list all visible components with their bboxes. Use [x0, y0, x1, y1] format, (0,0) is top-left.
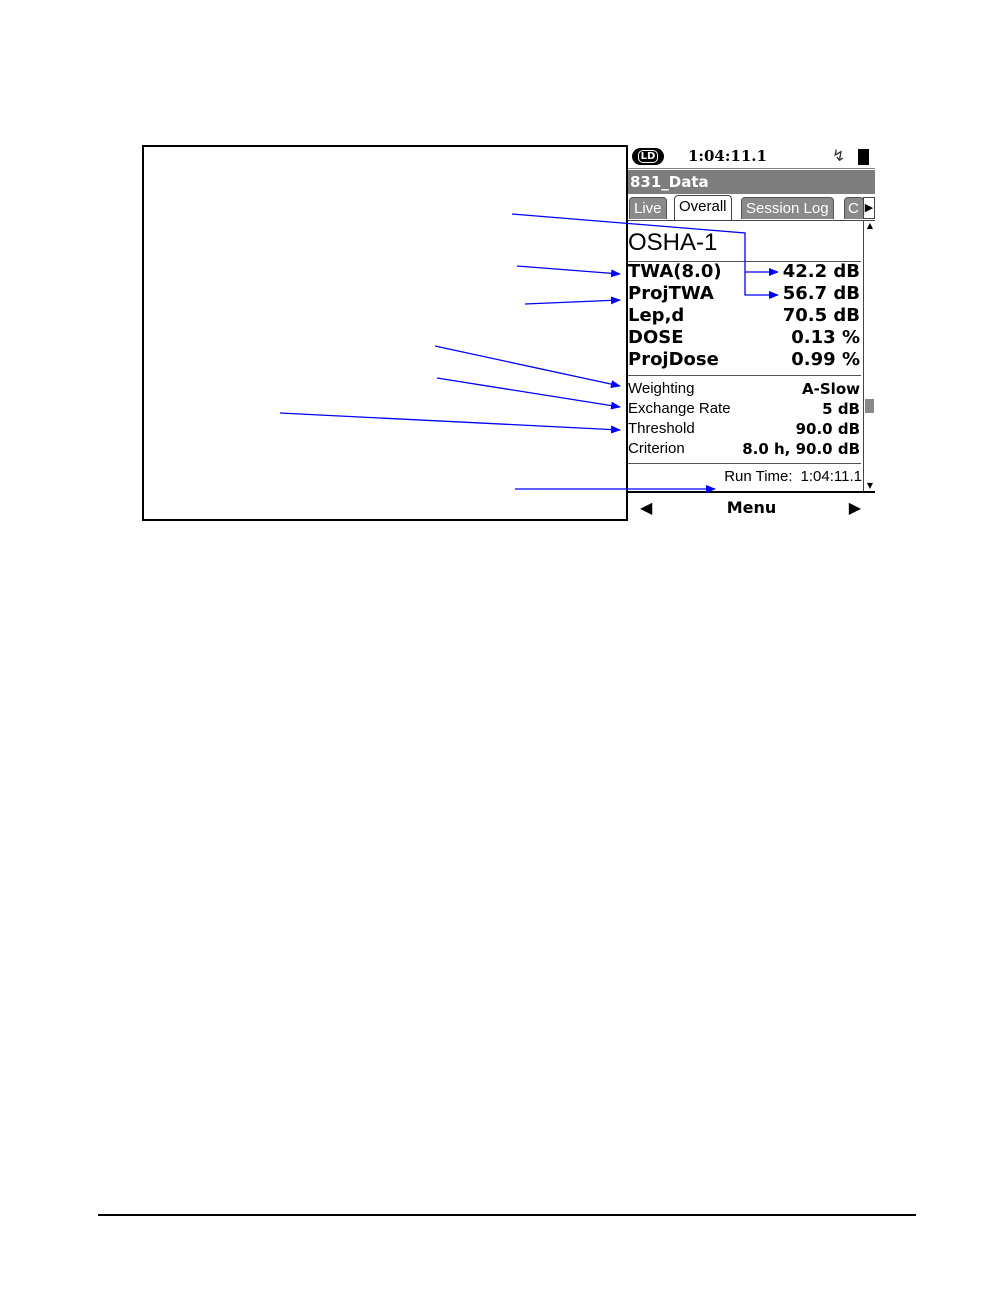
- scroll-up-icon[interactable]: ▲: [866, 221, 874, 230]
- metric-value: 42.2 dB: [782, 261, 860, 282]
- run-time-label: Run Time:: [724, 468, 793, 485]
- triangle-left-icon[interactable]: ◀: [640, 498, 653, 517]
- setting-row: [628, 379, 860, 401]
- bottom-bar: [628, 491, 875, 521]
- lightning-bolt-icon: ↯: [832, 146, 846, 165]
- metric-row: [628, 305, 860, 327]
- metric-label: TWA(8.0): [628, 261, 722, 282]
- battery-icon: [858, 149, 869, 165]
- metric-value: 70.5 dB: [782, 305, 860, 326]
- setting-value: 5 dB: [822, 400, 860, 418]
- metric-row: [628, 327, 860, 349]
- tab-truncated[interactable]: C: [844, 197, 864, 219]
- tab-overall[interactable]: Overall: [674, 195, 732, 220]
- ld-logo-icon[interactable]: [632, 148, 664, 165]
- setting-label: Weighting: [628, 380, 695, 397]
- setting-label: Criterion: [628, 440, 685, 457]
- status-time: 1:04:11.1: [688, 147, 767, 165]
- device-screen: [626, 145, 875, 521]
- divider: [628, 463, 861, 464]
- setting-label: Threshold: [628, 420, 695, 437]
- metric-value: 56.7 dB: [782, 283, 860, 304]
- tab-session-log[interactable]: Session Log: [741, 197, 834, 219]
- run-time: [724, 468, 862, 485]
- scroll-down-icon[interactable]: ▼: [866, 481, 874, 490]
- tab-bar: [628, 195, 875, 221]
- metric-label: ProjTWA: [628, 283, 714, 304]
- logo-text: LD: [638, 150, 659, 163]
- setting-value: A-Slow: [802, 380, 860, 398]
- metric-label: Lep,d: [628, 305, 685, 326]
- menu-button[interactable]: Menu: [726, 498, 777, 517]
- footer-rule: [98, 1214, 916, 1216]
- setting-row: [628, 419, 860, 441]
- app-title: 831_Data: [628, 170, 875, 194]
- section-title: OSHA-1: [628, 229, 718, 256]
- metric-label: ProjDose: [628, 349, 719, 370]
- setting-row: [628, 439, 860, 461]
- metric-value: 0.13 %: [791, 327, 860, 348]
- metric-row: [628, 349, 860, 371]
- setting-value: 8.0 h, 90.0 dB: [742, 440, 860, 458]
- tab-scroll-right-icon[interactable]: ▶: [863, 197, 875, 219]
- metric-label: DOSE: [628, 327, 684, 348]
- tab-live[interactable]: Live: [629, 197, 667, 219]
- setting-value: 90.0 dB: [795, 420, 860, 438]
- metric-row: [628, 283, 860, 305]
- setting-row: [628, 399, 860, 421]
- status-bar: [628, 145, 875, 169]
- metric-row: [628, 261, 860, 283]
- vertical-scrollbar[interactable]: [863, 221, 875, 491]
- scroll-thumb[interactable]: [865, 399, 874, 413]
- setting-label: Exchange Rate: [628, 400, 731, 417]
- run-time-value: 1:04:11.1: [800, 468, 862, 485]
- triangle-right-icon[interactable]: ▶: [848, 498, 861, 517]
- metric-value: 0.99 %: [791, 349, 860, 370]
- divider: [628, 375, 861, 376]
